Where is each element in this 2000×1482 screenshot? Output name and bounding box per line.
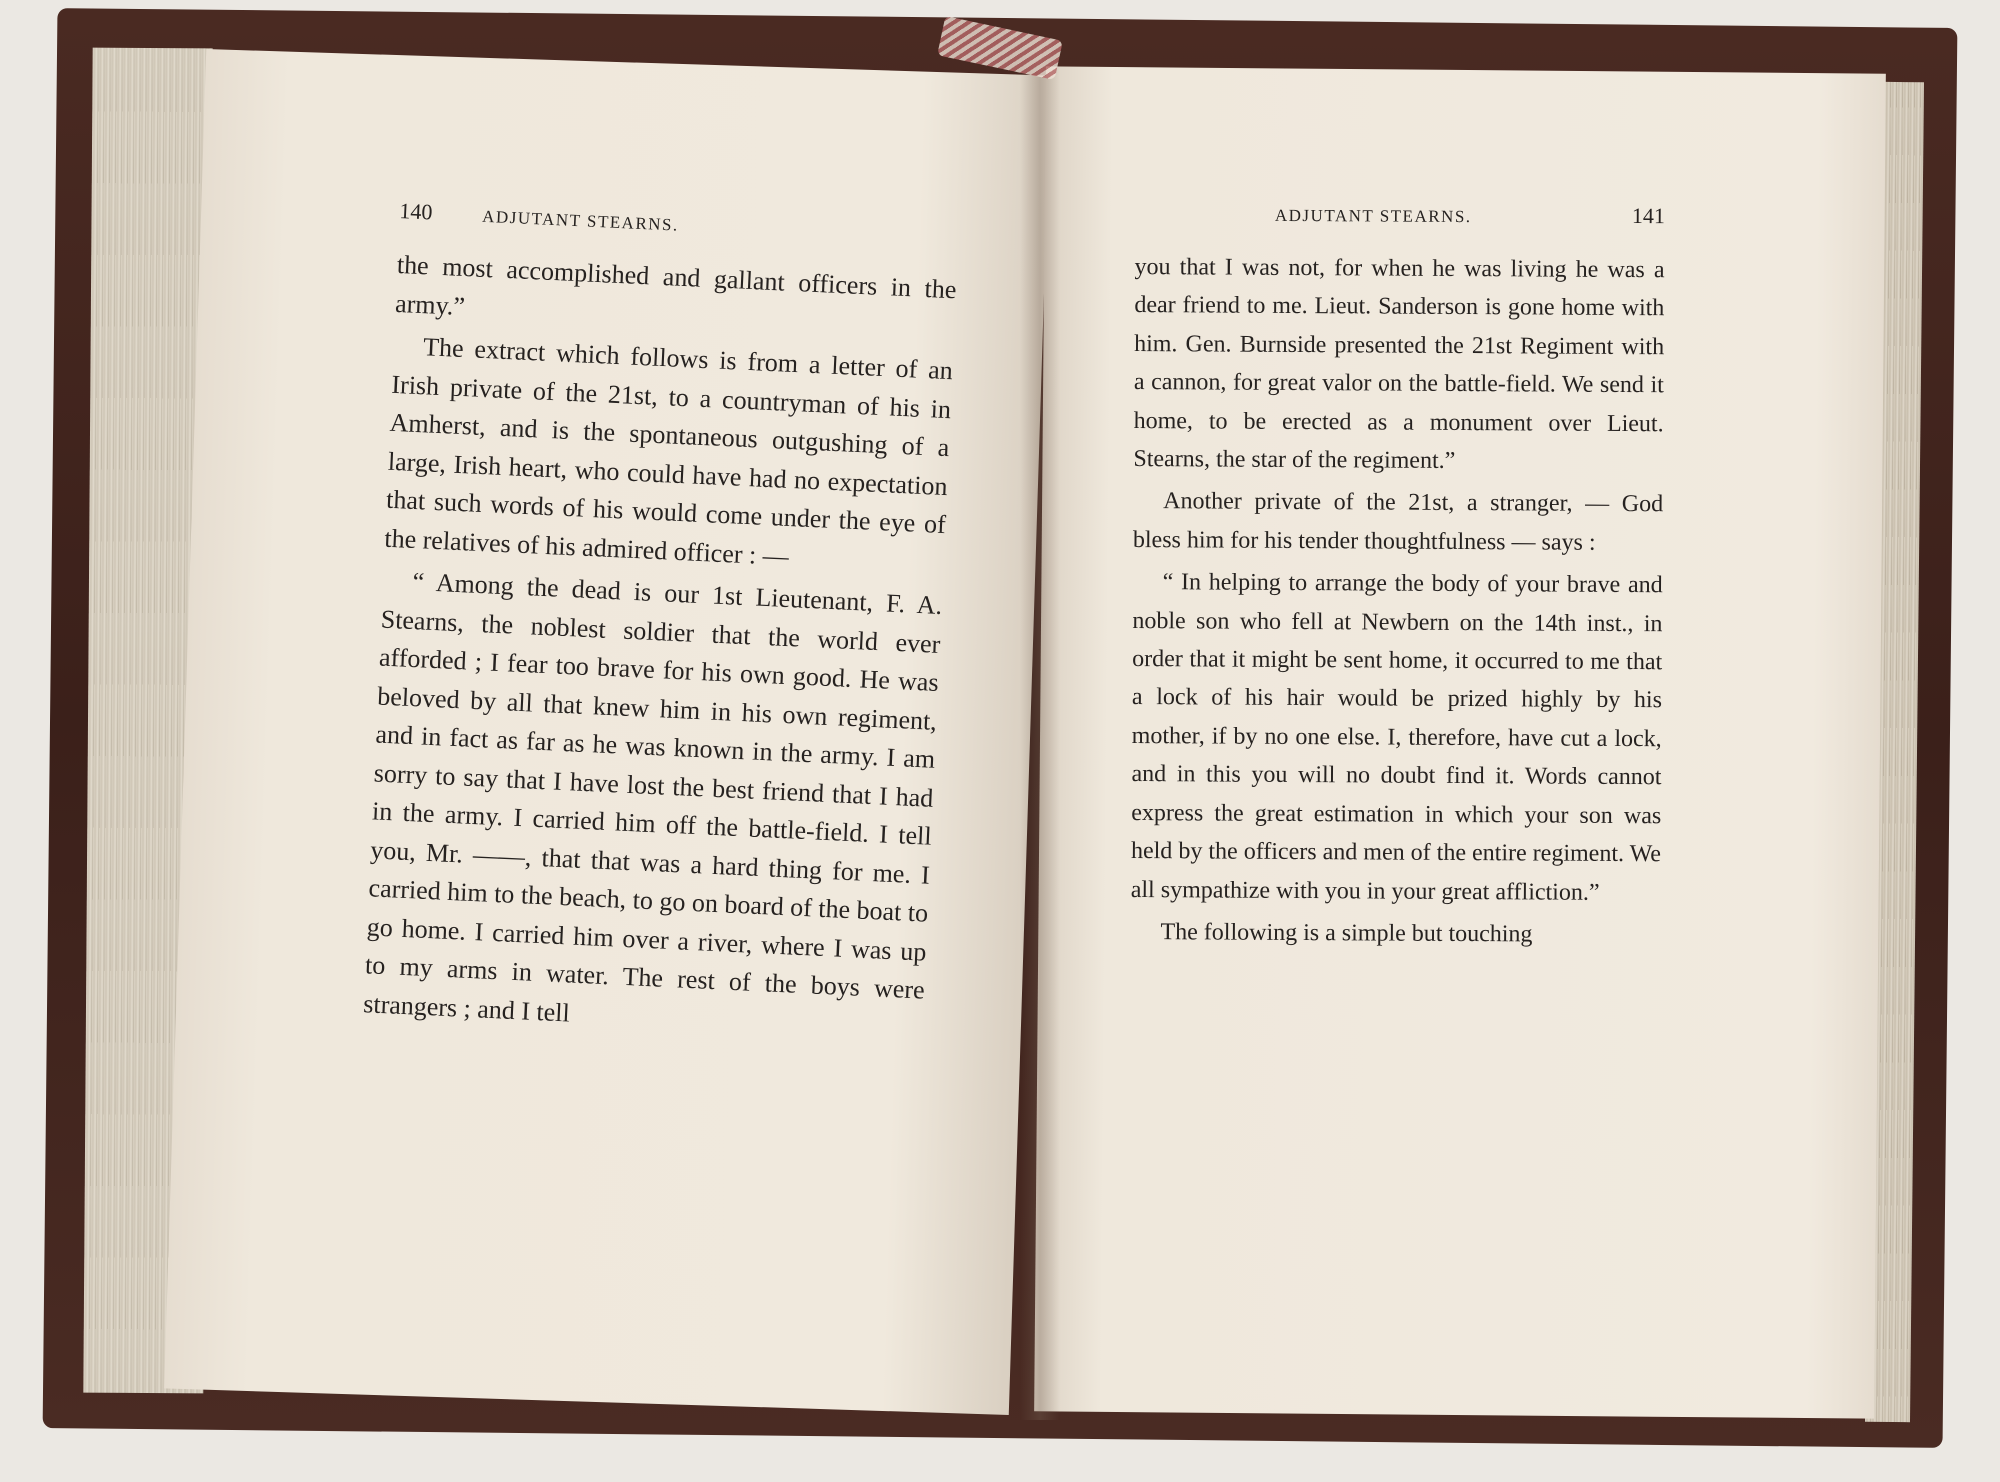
right-paragraph-2: Another private of the 21st, a stranger, — God bless him for his tender thoughtfulness — says :: [1132, 488, 1664, 556]
right-page-number: 141: [1631, 203, 1665, 229]
right-running-head: [1135, 200, 1665, 229]
left-paragraph-3: “ Among the dead is our 1st Lieutenant, F. A. Stearns, the noblest soldier that the world ever afforded ; I fear too brave for his own good. He was beloved by all that knew him in his own regiment, and in fact as far as he was known in the army. I am sorry to say that I have lost the best friend that I had in the army. I carried him off the battle-field. I tell you, Mr. ——, that that was a hard thing for me. I carried him to the beach, to go on board of the boat to go home. I carried him over a river, where I was up to my arms in water. The rest of the boys were strangers ; and I tell: [362, 566, 943, 1028]
left-paragraph-2: The extract which follows is from a letter of an Irish private of the 21st, to a countryman of his in Amherst, and is the spontaneous outgushing of a large, Irish heart, who could have had no expectation that such words of his would come under the eye of the relatives of his admired officer : —: [383, 332, 954, 571]
right-running-title: ADJUTANT STEARNS.: [1274, 205, 1472, 227]
right-paragraph-3: “ In helping to arrange the body of your brave and noble son who fell at Newbern on the 14th inst., in order that it might be sent home, it occurred to me that a lock of his hair would be prized highly by his mother, if by no one else. I, therefore, have cut a lock, and in this you will no doubt find it. Words cannot express the great estimation in which your son was held by the officers and men of the entire regiment. We all sympathize with you in your great affliction.”: [1130, 569, 1663, 906]
right-paragraph-1: you that I was not, for when he was living he was a dear friend to me. Lieut. Sanderson is gone home with him. Gen. Burnside presented the 21st Regiment with a cannon, for great valor on the battle-field. We send it home, to be erected as a monument over Lieut. Stearns, the star of the regiment.”: [1133, 253, 1665, 474]
left-running-title: ADJUTANT STEARNS.: [481, 206, 680, 235]
left-paragraph-1: the most accomplished and gallant officers in the army.”: [394, 249, 958, 321]
book-gutter: [1020, 40, 1060, 1420]
left-page: [363, 198, 960, 1049]
right-paragraph-4: The following is a simple but touching: [1160, 919, 1533, 948]
left-page-number: 140: [398, 198, 433, 225]
right-page: [1130, 200, 1665, 955]
